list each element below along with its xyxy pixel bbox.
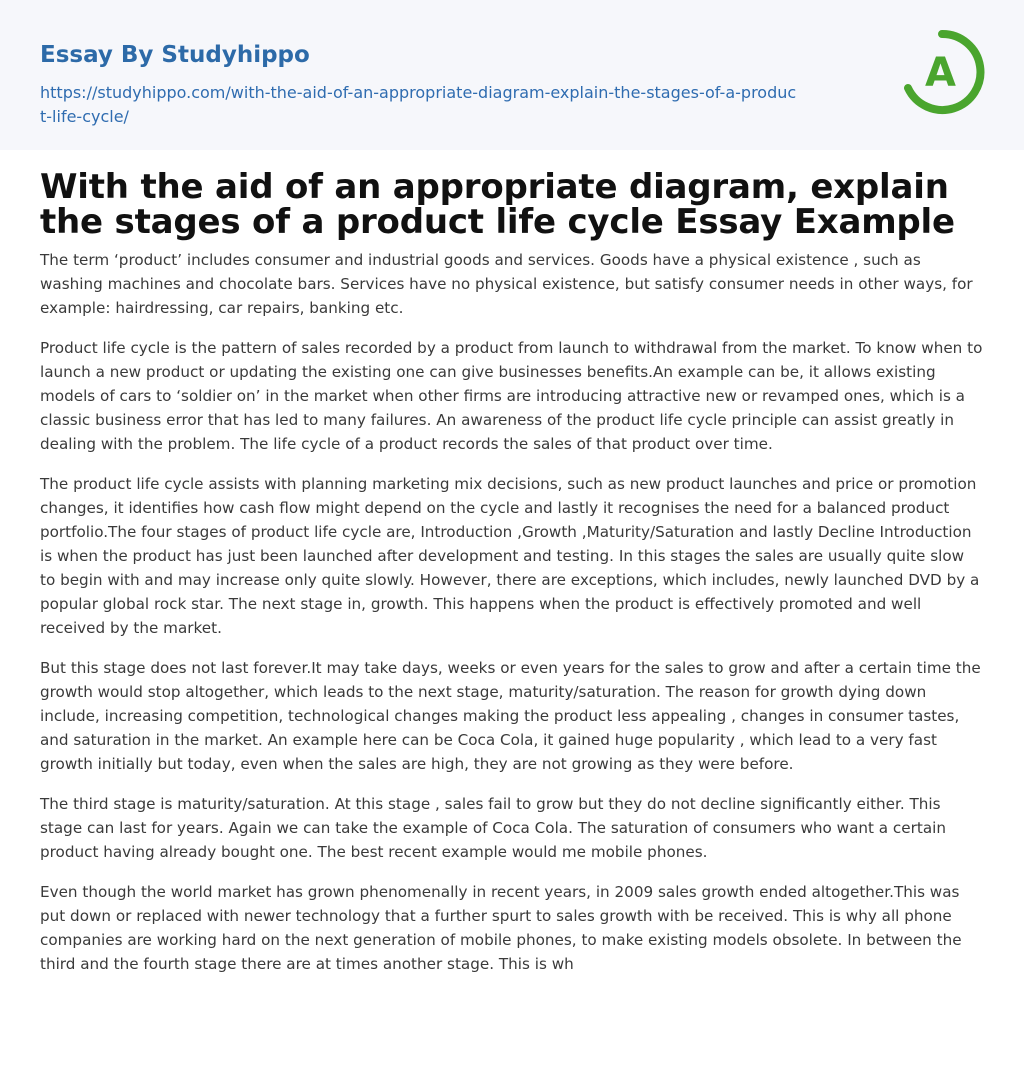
site-brand[interactable]: Essay By Studyhippo bbox=[40, 42, 310, 68]
article-content bbox=[0, 150, 1024, 976]
article-paragraph: The product life cycle assists with planning marketing mix decisions, such as new product launches and price or promotion changes, it identifies how cash flow might depend on the cycle and lastly it recognises the need for a balanced product portfolio.The four stages of product life cycle are, Introduction ,Growth ,Maturity/Saturation and lastly Decline Introduction is when the product has just been launched after development and testing. In this stages the sales are usually quite slow to begin with and may increase only quite slowly. However, there are exceptions, which includes, newly launched DVD by a popular global rock star. The next stage in, growth. This happens when the product is effectively promoted and well received by the market. bbox=[40, 475, 980, 637]
site-header bbox=[0, 0, 1024, 150]
article-paragraph: Product life cycle is the pattern of sales recorded by a product from launch to withdrawal from the market. To know when to launch a new product or updating the existing one can give businesses benefits.An example can be, it allows existing models of cars to ‘soldier on’ in the market when other firms are introducing attractive new or revamped ones, which is a classic business error that has led to many failures. An awareness of the product life cycle principle can assist greatly in dealing with the problem. The life cycle of a product records the sales of that product over time. bbox=[40, 339, 983, 453]
studyhippo-logo-icon[interactable] bbox=[898, 28, 986, 116]
article-url-link[interactable]: https://studyhippo.com/with-the-aid-of-an-appropriate-diagram-explain-the-stages-of-a-product-life-cycle/ bbox=[40, 83, 797, 126]
logo-letter: A bbox=[925, 50, 956, 96]
article-title: With the aid of an appropriate diagram, explain the stages of a product life cycle Essay Example bbox=[40, 167, 955, 242]
article-paragraph: Even though the world market has grown phenomenally in recent years, in 2009 sales growth ended altogether.This was put down or replaced with newer technology that a further spurt to sales growth with be received. This is why all phone companies are working hard on the next generation of mobile phones, to make existing models obsolete. In between the third and the fourth stage there are at times another stage. This is wh bbox=[40, 883, 962, 973]
article-paragraph: The term ‘product’ includes consumer and industrial goods and services. Goods have a physical existence , such as washing machines and chocolate bars. Services have no physical existence, but satisfy consumer needs in other ways, for example: hairdressing, car repairs, banking etc. bbox=[40, 251, 973, 317]
article-paragraph: The third stage is maturity/saturation. At this stage , sales fail to grow but they do not decline significantly either. This stage can last for years. Again we can take the example of Coca Cola. The saturation of consumers who want a certain product having already bought one. The best recent example would me mobile phones. bbox=[40, 795, 946, 861]
article-paragraph: But this stage does not last forever.It may take days, weeks or even years for the sales to grow and after a certain time the growth would stop altogether, which leads to the next stage, maturity/saturation. The reason for growth dying down include, increasing competition, technological changes making the product less appealing , changes in consumer tastes, and saturation in the market. An example here can be Coca Cola, it gained huge popularity , which lead to a very fast growth initially but today, even when the sales are high, they are not growing as they were before. bbox=[40, 659, 981, 773]
